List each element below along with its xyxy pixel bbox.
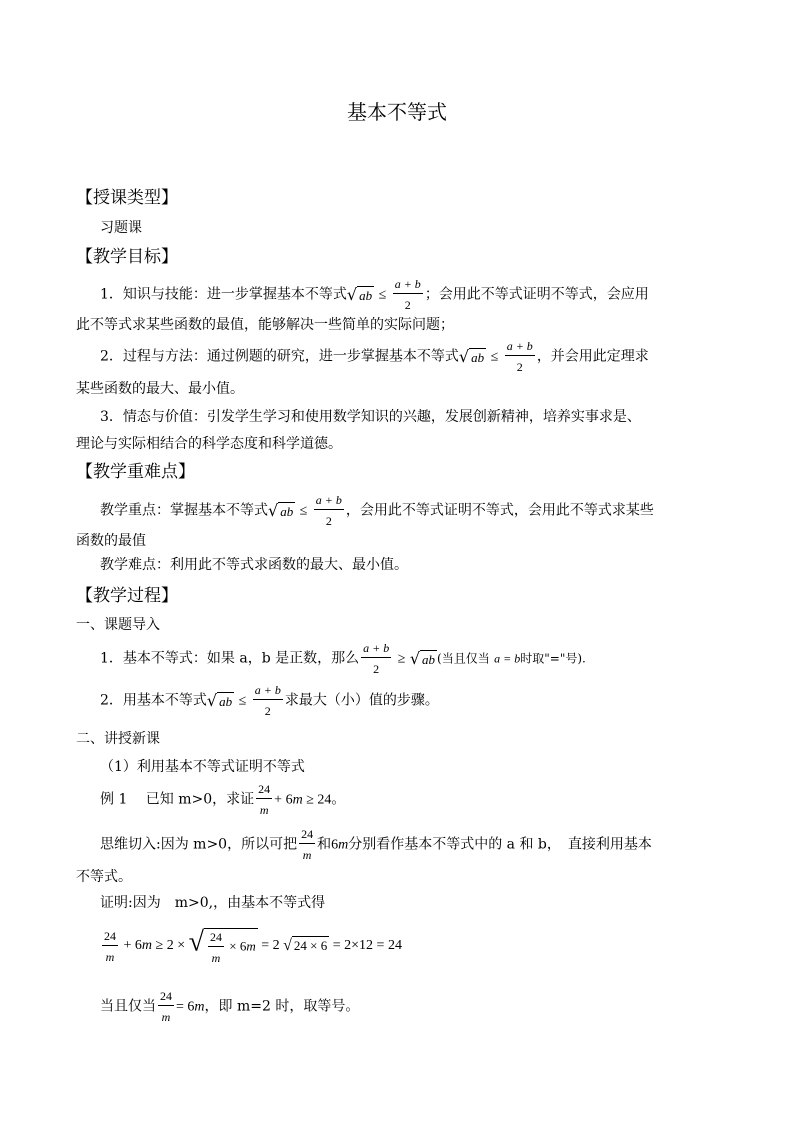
think-text-c: 分别看作基本不等式中的 a 和 b， 直接利用基本 bbox=[348, 836, 652, 853]
goal2-text-b: ，并会用此定理求 bbox=[536, 348, 649, 365]
fraction-24-over-m bbox=[102, 930, 118, 963]
frac-num: 24 bbox=[299, 828, 315, 844]
le-sign: ≤ bbox=[378, 287, 387, 303]
equal-text-a: 当且仅当 bbox=[100, 998, 156, 1015]
frac-den: m bbox=[211, 951, 221, 965]
intro1-text-c: 时取"="号). bbox=[520, 651, 586, 666]
frac-num: a + b bbox=[393, 278, 423, 294]
fraction-24-over-m bbox=[256, 783, 272, 816]
intro1-text-b: (当且仅当 bbox=[437, 651, 490, 666]
key-line-1 bbox=[100, 494, 654, 527]
frac-den: 2 bbox=[404, 298, 411, 312]
fraction-24-over-m bbox=[208, 931, 224, 964]
goal-line-1c: 此不等式求某些函数的最值，能够解决一些简单的实际问题； bbox=[76, 317, 454, 333]
frac-den: 2 bbox=[373, 662, 380, 676]
equal-text-b: ，即 m=2 时，取等号。 bbox=[204, 998, 360, 1015]
sqrt-ab: √ ab bbox=[458, 346, 485, 366]
frac-den: 2 bbox=[264, 704, 271, 718]
goal-line-3b: 理论与实际相结合的科学态度和科学道德。 bbox=[76, 436, 342, 452]
fraction-a-plus-b-over-2 bbox=[253, 684, 283, 717]
fraction-a-plus-b-over-2 bbox=[314, 494, 344, 527]
type-value: 习题课 bbox=[100, 220, 142, 236]
equality-condition: 当且仅当 $\frac{24}{m}$ = 6m，即 m=2 时，取等号。 bbox=[100, 989, 360, 1024]
sqrt-24x6: √ 24 × 6 bbox=[283, 937, 328, 954]
frac-num: a + b bbox=[361, 642, 391, 658]
subsection-1: （1）利用基本不等式证明不等式 bbox=[100, 759, 305, 775]
key-line-1c: 函数的最值 bbox=[76, 533, 146, 549]
sqrt-ab: √ ab bbox=[346, 284, 373, 304]
part-2-heading: 二、讲授新课 bbox=[76, 731, 160, 747]
proof-equation: $\frac{24}{m}$ + 6m ≥ 2 × √ $\frac{24}{m}$ × 6m = 2 √ 24 × 6 = 2×12 = 24 bbox=[104, 926, 402, 965]
sqrt-ab: √ ab bbox=[268, 500, 294, 520]
fraction-a-plus-b-over-2 bbox=[505, 340, 535, 373]
frac-den: m bbox=[161, 1010, 171, 1024]
key1-text-b: ，会用此不等式证明不等式，会用此不等式求某些 bbox=[345, 502, 654, 519]
example-1: 例 1 已知 m>0，求证 $\frac{24}{m}$ + 6m ≥ 24。 bbox=[100, 782, 346, 817]
radicand: ab bbox=[219, 693, 233, 709]
fraction-a-plus-b-over-2 bbox=[393, 278, 423, 311]
ge-sign: ≥ bbox=[397, 651, 406, 667]
goal-line-2c: 某些函数的最大、最小值。 bbox=[76, 381, 244, 397]
frac-num: a + b bbox=[505, 340, 535, 356]
think-line-2: 不等式。 bbox=[76, 869, 132, 885]
sqrt-ab: √ ab bbox=[206, 690, 233, 710]
goal1-text-a: 1．知识与技能：进一步掌握基本不等式 bbox=[100, 286, 347, 303]
sqrt-ab: √ ab bbox=[409, 648, 436, 668]
frac-num: 24 bbox=[208, 931, 224, 947]
fraction-24-over-m bbox=[299, 828, 315, 861]
goal-line-3a: 3．情态与价值：引发学生学习和使用数学知识的兴趣，发展创新精神，培养实事求是、 bbox=[100, 409, 641, 425]
goal1-text-b: ；会用此不等式证明不等式，会应用 bbox=[424, 286, 649, 303]
frac-den: m bbox=[302, 848, 312, 862]
frac-den: 2 bbox=[516, 360, 523, 374]
fraction-a-plus-b-over-2 bbox=[361, 642, 391, 675]
section-heading-goal: 【教学目标】 bbox=[76, 247, 178, 267]
goal-line-2 bbox=[100, 340, 649, 373]
goal2-text-a: 2．过程与方法：通过例题的研究，进一步掌握基本不等式 bbox=[100, 348, 459, 365]
frac-den: m bbox=[259, 803, 269, 817]
ex1-text-a: 例 1 已知 m>0，求证 bbox=[100, 791, 255, 808]
sqrt-product: √ $\frac{24}{m}$ × 6m bbox=[188, 926, 256, 965]
frac-num: 24 bbox=[256, 783, 272, 799]
frac-num: 24 bbox=[102, 930, 118, 946]
goal-line-1 bbox=[100, 278, 649, 311]
part-1-heading: 一、课题导入 bbox=[76, 617, 160, 633]
intro-line-1 bbox=[100, 642, 586, 675]
radicand: 24 × 6 bbox=[293, 938, 328, 953]
equals-2: = 2 bbox=[261, 938, 280, 954]
frac-num: a + b bbox=[253, 684, 283, 700]
proof-line: 证明:因为 m>0,，由基本不等式得 bbox=[100, 895, 326, 911]
intro-line-2 bbox=[100, 684, 439, 717]
intro1-text-a: 1．基本不等式：如果 a，b 是正数，那么 bbox=[100, 650, 360, 667]
le-sign: ≤ bbox=[490, 349, 499, 365]
a-equals-b: a = b bbox=[494, 651, 521, 666]
think-line-1: 思维切入:因为 m>0，所以可把 $\frac{24}{m}$ 和6m分别看作基本不等式中的 a 和 b， 直接利用基本 bbox=[100, 827, 652, 862]
radicand: ab bbox=[359, 287, 373, 303]
frac-den: 2 bbox=[325, 514, 332, 528]
section-heading-process: 【教学过程】 bbox=[76, 586, 178, 606]
section-heading-key: 【教学重难点】 bbox=[76, 462, 195, 482]
radicand: ab bbox=[471, 349, 485, 365]
fraction-24-over-m bbox=[158, 990, 174, 1023]
frac-den: m bbox=[105, 949, 115, 964]
intro2-text-b: 求最大（小）值的步骤。 bbox=[284, 692, 439, 709]
radicand: ab bbox=[422, 651, 436, 667]
key-line-2: 教学难点：利用此不等式求函数的最大、最小值。 bbox=[100, 557, 408, 573]
ex1-text-b: 。 bbox=[331, 791, 346, 808]
page-title: 基本不等式 bbox=[347, 100, 447, 124]
section-heading-type: 【授课类型】 bbox=[76, 188, 178, 208]
think-text-a: 思维切入:因为 m>0，所以可把 bbox=[100, 836, 298, 853]
key1-text-a: 教学重点：掌握基本不等式 bbox=[100, 502, 268, 519]
frac-num: 24 bbox=[158, 990, 174, 1006]
ge-2-times: ≥ 2 × bbox=[155, 938, 186, 954]
frac-num: a + b bbox=[314, 494, 344, 510]
radicand: ab bbox=[280, 503, 294, 519]
intro2-text-a: 2．用基本不等式 bbox=[100, 692, 207, 709]
le-sign: ≤ bbox=[238, 693, 247, 709]
think-text-b: 和 bbox=[317, 836, 332, 853]
proof-result: = 2×12 = 24 bbox=[332, 938, 402, 954]
le-sign: ≤ bbox=[299, 503, 308, 519]
